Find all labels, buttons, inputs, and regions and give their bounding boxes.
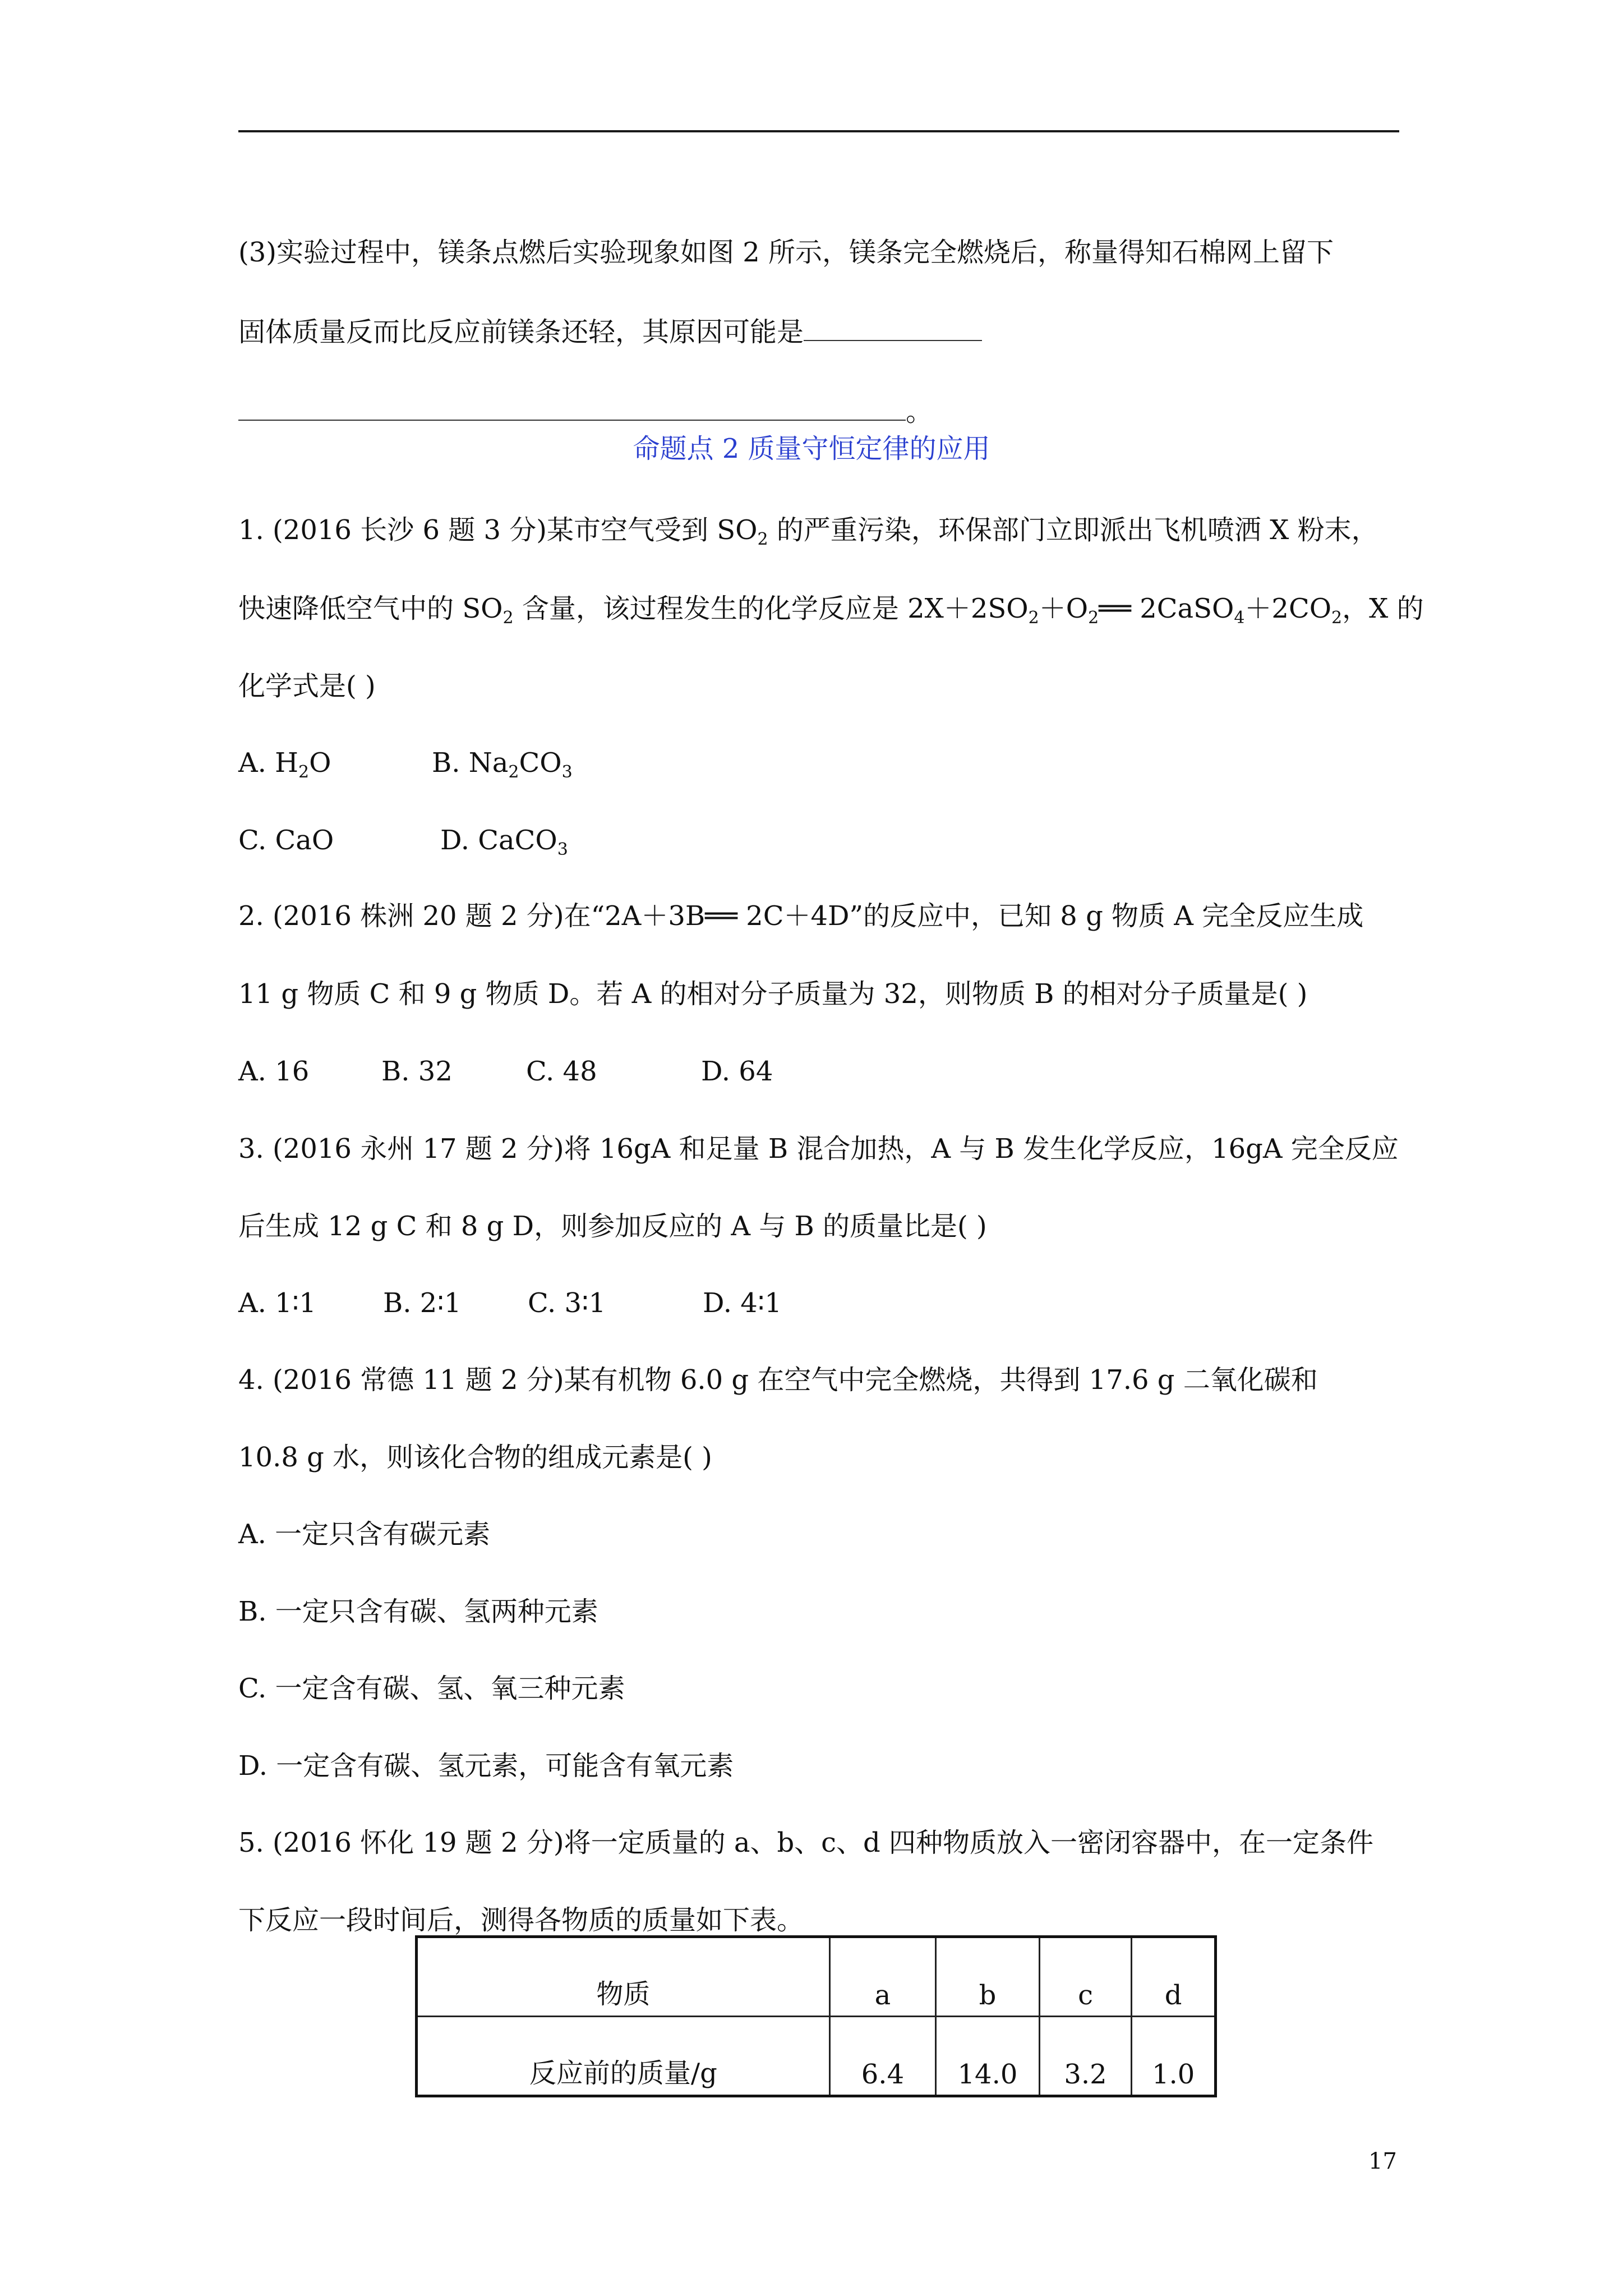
table-cell: 3.2 — [1039, 2017, 1132, 2096]
q3-line-2: 后生成 12 g C 和 8 g D，则参加反应的 A 与 B 的质量比是( ) — [238, 1211, 987, 1242]
q5-line-2: 下反应一段时间后，测得各物质的质量如下表。 — [238, 1904, 804, 1936]
q1-line-3: 化学式是( ) — [238, 670, 376, 702]
q1-options-ab — [238, 746, 573, 780]
q2-option-c[interactable]: C. 48 — [526, 1056, 597, 1087]
header-rule — [238, 130, 1399, 132]
q4-option-c[interactable]: C. 一定含有碳、氢、氧三种元素 — [238, 1673, 625, 1704]
q2-option-d[interactable]: D. 64 — [701, 1056, 773, 1087]
q1-option-b[interactable]: B. $Na_2CO_3$ — [432, 747, 573, 782]
q1-option-d[interactable]: D. CaCO$_3$ — [440, 825, 568, 859]
q3-option-a[interactable]: A. 1∶1 — [238, 1287, 316, 1319]
table-cell: 6.4 — [829, 2017, 935, 2096]
table-header-cell: a — [829, 1937, 935, 2017]
table-cell: 14.0 — [936, 2017, 1040, 2096]
part3-line-2: 固体质量反而比反应前镁条还轻，其原因可能是 — [238, 315, 982, 349]
q1-option-a[interactable]: A. $H_2O$ — [238, 747, 331, 782]
mass-table — [415, 1935, 1217, 2097]
q3-line-1: 3. (2016 永州 17 题 2 分)将 16gA 和足量 B 混合加热，A 与 B 发生化学反应，16gA 完全反应 — [238, 1133, 1399, 1165]
q2-options — [238, 1055, 773, 1088]
q2-line-2: 11 g 物质 C 和 9 g 物质 D。若 A 的相对分子质量为 32，则物质 B 的相对分子质量是( ) — [238, 978, 1308, 1010]
q4-option-a[interactable]: A. 一定只含有碳元素 — [238, 1519, 491, 1550]
q1-line-1: 1. (2016 长沙 6 题 3 分)某市空气受到 $SO_2$ 的严重污染，环保部门立即派出飞机喷洒 X 粉末， — [238, 514, 1378, 549]
q3-option-b[interactable]: B. 2∶1 — [383, 1287, 462, 1319]
table-header-cell: b — [936, 1937, 1040, 2017]
q1-option-c[interactable]: C. CaO — [238, 825, 334, 856]
table-header-cell: d — [1132, 1937, 1216, 2017]
q2-option-a[interactable]: A. 16 — [238, 1056, 310, 1087]
q4-option-d[interactable]: D. 一定含有碳、氢元素，可能含有氧元素 — [238, 1750, 734, 1782]
q4-option-b[interactable]: B. 一定只含有碳、氢两种元素 — [238, 1596, 598, 1627]
section-title: 命题点 2 质量守恒定律的应用 — [633, 433, 990, 464]
table-row — [417, 2017, 1216, 2096]
q4-line-1: 4. (2016 常德 11 题 2 分)某有机物 6.0 g 在空气中完全燃烧，共得到 17.6 g 二氧化碳和 — [238, 1364, 1318, 1396]
q3-options — [238, 1286, 782, 1320]
page-number: 17 — [1368, 2148, 1397, 2174]
q5-line-1: 5. (2016 怀化 19 题 2 分)将一定质量的 a、b、c、d 四种物质放入一密闭容器中，在一定条件 — [238, 1827, 1374, 1858]
table-header-cell: 物质 — [417, 1937, 830, 2017]
answer-blank-2[interactable] — [238, 395, 906, 421]
table-cell: 反应前的质量/g — [417, 2017, 830, 2096]
table-header-cell: c — [1039, 1937, 1132, 2017]
answer-blank-1[interactable] — [804, 315, 982, 341]
table-cell: 1.0 — [1132, 2017, 1216, 2096]
q1-line-2: 快速降低空气中的 $SO_2$ 含量，该过程发生的化学反应是 $2X+2SO_2+O_2══$ $2CaSO_4+2CO_2$，X 的 — [238, 593, 1424, 628]
q2-line-1: 2. (2016 株洲 20 题 2 分)在“2A＋3B══ 2C＋4D”的反应中，已知 8 g 物质 A 完全反应生成 — [238, 900, 1364, 932]
table-header-row — [417, 1937, 1216, 2017]
q4-line-2: 10.8 g 水，则该化合物的组成元素是( ) — [238, 1442, 712, 1473]
q3-option-d[interactable]: D. 4∶1 — [703, 1287, 782, 1319]
q1-options-cd — [238, 823, 568, 857]
part3-line-3: 。 — [238, 395, 933, 429]
q2-option-b[interactable]: B. 32 — [381, 1056, 453, 1087]
q3-option-c[interactable]: C. 3∶1 — [528, 1287, 606, 1319]
part3-line-1: (3)实验过程中，镁条点燃后实验现象如图 2 所示，镁条完全燃烧后，称量得知石棉网上留下 — [238, 237, 1334, 268]
